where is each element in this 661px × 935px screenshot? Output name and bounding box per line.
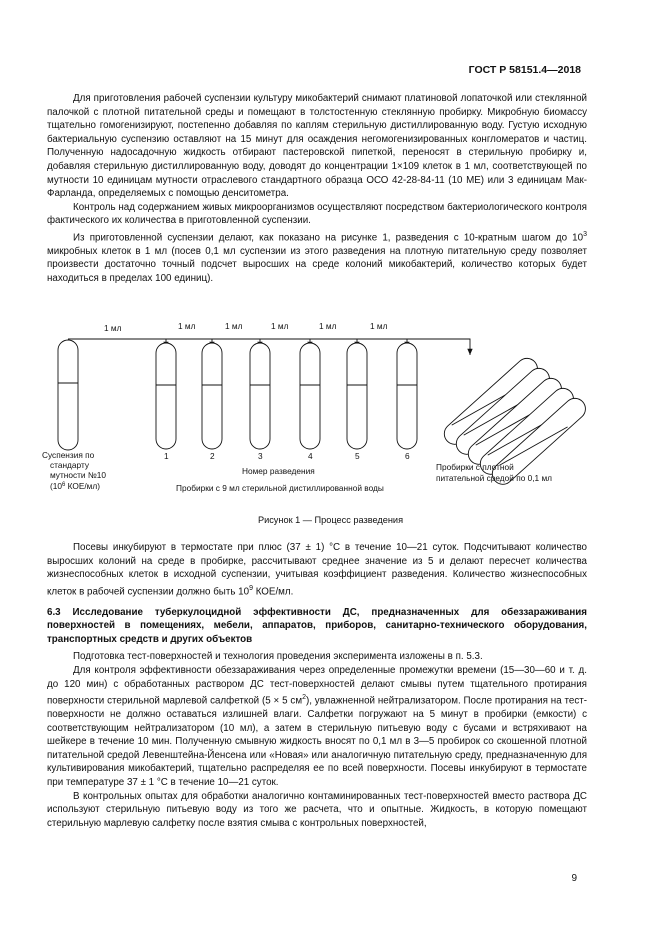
paragraph-dilution: Из приготовленной суспензии делают, как показано на рисунке 1, разведения с 10-кратным шагом до $10^3$ микробных клеток в 1 мл (посев 0,1 мл суспензии из этого разведения на плотную питательную среду позволяет произвести достаточно точный подсчет выросших на среде колоний микобактерий, количество которых будет находиться в пределах 100 единиц). — [47, 230, 587, 284]
dilution-figure — [0, 315, 661, 515]
tube-3 — [250, 343, 270, 449]
arrow-label-5: 1 мл — [319, 321, 337, 331]
tube-2 — [202, 343, 222, 449]
tube-1 — [156, 343, 176, 449]
text-block-bottom — [47, 541, 587, 830]
arrow-label-6: 1 мл — [370, 321, 388, 331]
suspension-label-1: Суспензия по — [42, 450, 95, 460]
paragraph-efficiency-control: Для контроля эффективности обеззараживания через определенные промежутки времени (15—30—60 и т. д. до 120 мин) с обработанных раствором ДС тест-поверхностей делают смывы путем тщательного протирания поверхности стерильной марлевой салфеткой (5 × 5 $см^2$), увлажненной нейтрализатором. После протирания на тест-поверхности не должно оставаться излишней влаги. Салфетки погружают на 5 минут в пробирки (емкости) с соответствующим нейтрализатором (10 мл), а затем в стерильную питьевую воду с бусами и встряхивают на шейкере в течение 10 мин. Полученную смывную жидкость вносят по 0,1 мл в 3—5 пробирок со скошенной плотной питательной средой Левенштейна-Йенсена или «Новая» или аналогичную питательную среду, предназначенную для культивирования микобактерий, тщательно распределяя ее по всей поверхности. Посевы инкубируют в термостате при температуре 37 ± 1 °С в течение 10—21 суток. — [47, 665, 587, 789]
tube-number-4: 4 — [308, 451, 313, 461]
tube-number-5: 5 — [355, 451, 360, 461]
tube-suspension — [58, 340, 78, 450]
tube-5 — [347, 343, 367, 449]
section-heading-6-3: 6.3 Исследование туберкулоцидной эффективности ДС, предназначенных для обеззараживания поверхностей в помещениях, мебели, аппаратов, приборов, санитарно-технического оборудования, транспортных средств и других объектов — [47, 606, 587, 645]
tube-number-1: 1 — [164, 451, 169, 461]
arrow-label-1: 1 мл — [104, 323, 122, 333]
paragraph-incubation: Посевы инкубируют в термостате при плюс (37 ± 1) °С в течение 10—21 суток. Подсчитывают количество выросших колоний на среде в пробирке, рассчитывают среднее значение из 5 и делают пересчет количества жизнеспособных клеток в исходной суспензии, учитывая коэффициент разведения. Количество жизнеспособных клеток в рабочей суспензии должно быть $10^9$ КОЕ/мл. — [47, 542, 587, 598]
suspension-label-3: мутности №10 — [50, 470, 106, 480]
tube-4 — [300, 343, 320, 449]
standard-header: ГОСТ Р 58151.4—2018 — [468, 64, 581, 76]
suspension-label-4: ($10^6$ КОЕ/мл) — [50, 481, 100, 491]
figure-caption: Рисунок 1 — Процесс разведения — [257, 515, 404, 525]
dense-label-2: питательной средой по 0,1 мл — [436, 473, 552, 483]
dense-label-1: Пробирки с плотной — [436, 462, 514, 472]
tube-number-6: 6 — [405, 451, 410, 461]
dilution-label: Номер разведения — [242, 466, 315, 476]
arrow-0-1 — [68, 339, 166, 348]
arrow-label-4: 1 мл — [271, 321, 289, 331]
paragraph-preparation: Для приготовления рабочей суспензии культуру микобактерий снимают платиновой лопаточкой или стеклянной палочкой с плотной питательной среды и помещают в толстостенную стеклянную пробирку. Микробную биомассу тщательно гомогенизируют, постепенно добавляя по каплям стерильную дистиллированную воду. Густую исходную бактериальную суспензию оставляют на 15 минут для осаждения негомогенизированных конгломератов и частиц. Полученную надосадочную жидкость отбирают пастеровской пипеткой, переносят в стерильную пробирку и, добавляя стерильную дистиллированную воду, доводят до концентрации 1×109 клеток в 1 мл, соответствующей по мутности 10 единицам мутности отраслевого стандартного образца ОСО 42-28-84-11 (10 МЕ) или 3 единицам Мак-Фарланда, определяемых с помощью денситометра. — [47, 93, 587, 200]
tube-number-3: 3 — [258, 451, 263, 461]
tubes-label: Пробирки с 9 мл стерильной дистиллированной воды — [176, 483, 384, 493]
page-number: 9 — [571, 873, 577, 884]
arrow-label-2: 1 мл — [178, 321, 196, 331]
paragraph-preparation-ref: Подготовка тест-поверхностей и технология проведения эксперимента изложены в п. 5.3. — [73, 651, 483, 663]
text-block-top — [47, 92, 587, 286]
paragraph-control: Контроль над содержанием живых микроорганизмов осуществляют посредством бактериологического контроля фактического их количества в приготовленной суспензии. — [47, 201, 587, 227]
paragraph-control-experiments: В контрольных опытах для обработки аналогично контаминированных тест-поверхностей вместо раствора ДС используют стерильную питьевую воду из того же расчета, что и опытные. Жидкость, в которую помещают стерильную марлевую салфетку после взятия смыва с контрольных поверхностей, — [47, 790, 587, 829]
tube-6 — [397, 343, 417, 449]
suspension-label-2: стандарту — [50, 460, 89, 470]
arrow-label-3: 1 мл — [225, 321, 243, 331]
tube-number-2: 2 — [210, 451, 215, 461]
